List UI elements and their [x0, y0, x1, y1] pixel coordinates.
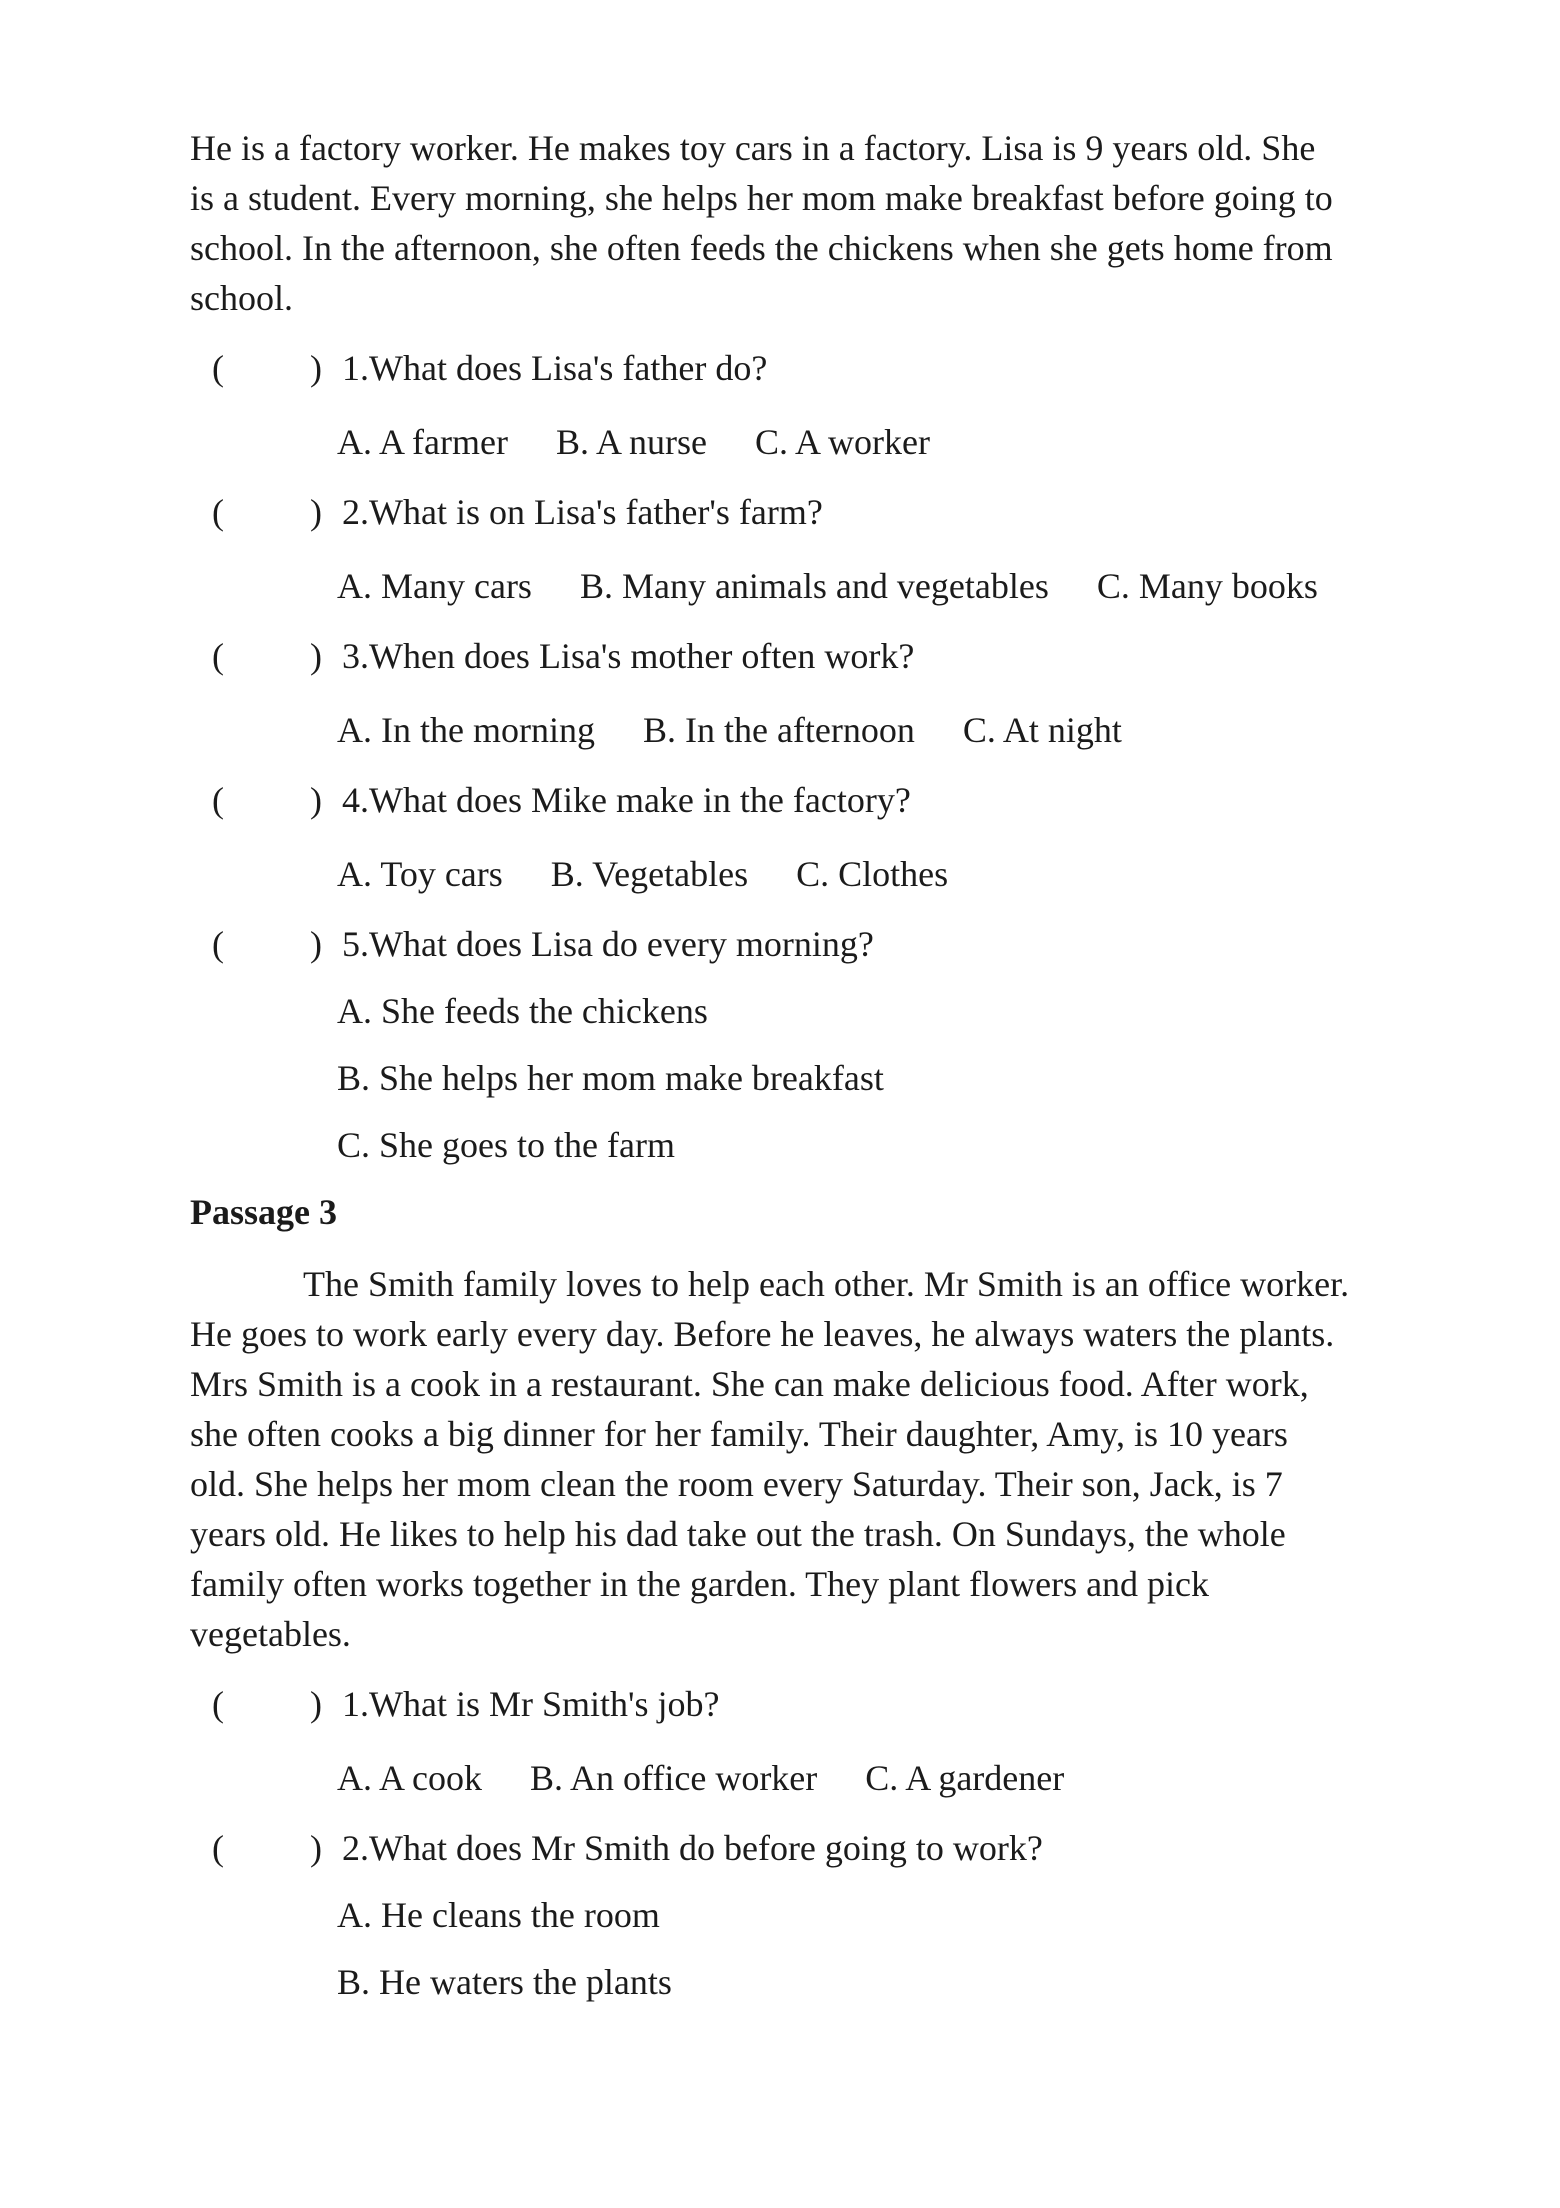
option-item: A. She feeds the chickens: [337, 991, 708, 1031]
option-item: B. An office worker: [530, 1758, 818, 1798]
p2-question-4-options: [190, 849, 1390, 899]
answer-bracket-open: (: [212, 636, 224, 676]
option-item: C. A worker: [754, 422, 930, 462]
paragraph-line: The Smith family loves to help each other. Mr Smith is an office worker.: [303, 1264, 1350, 1304]
option-item: A. He cleans the room: [337, 1895, 660, 1935]
p2-question-4: [190, 775, 1390, 825]
answer-bracket-open: (: [212, 492, 224, 532]
answer-bracket-open: (: [212, 1828, 224, 1868]
option-item: C. Many books: [1096, 566, 1318, 606]
p3-question-1-options: [190, 1753, 1390, 1803]
question-text: 1.What does Lisa's father do?: [342, 348, 768, 388]
question-text: 3.When does Lisa's mother often work?: [342, 636, 915, 676]
paragraph-line: vegetables.: [190, 1614, 351, 1654]
option-item: B. He waters the plants: [337, 1962, 672, 2002]
p2-question-3-options: [190, 705, 1390, 755]
answer-bracket-close: ): [310, 636, 322, 676]
answer-bracket-close: ): [310, 1828, 322, 1868]
answer-bracket-open: (: [212, 924, 224, 964]
p2-question-1: [190, 343, 1390, 393]
option-item: A. In the morning: [337, 710, 595, 750]
passage2-paragraph: [190, 123, 1390, 323]
answer-bracket-close: ): [310, 1684, 322, 1724]
passage3-paragraph: [190, 1259, 1390, 1659]
option-item: A. Toy cars: [337, 854, 503, 894]
paragraph-line: years old. He likes to help his dad take out the trash. On Sundays, the whole: [190, 1514, 1286, 1554]
option-item: A. Many cars: [337, 566, 532, 606]
option-item: C. She goes to the farm: [337, 1125, 675, 1165]
option-item: C. Clothes: [796, 854, 949, 894]
option-item: B. A nurse: [555, 422, 707, 462]
answer-bracket-close: ): [310, 924, 322, 964]
option-item: B. In the afternoon: [642, 710, 915, 750]
passage3-heading: Passage 3: [190, 1192, 337, 1232]
paragraph-line: school. In the afternoon, she often feeds the chickens when she gets home from: [190, 228, 1333, 268]
option-item: C. A gardener: [865, 1758, 1065, 1798]
question-text: 4.What does Mike make in the factory?: [342, 780, 911, 820]
question-text: 1.What is Mr Smith's job?: [342, 1684, 720, 1724]
p3-question-1: [190, 1679, 1390, 1729]
paragraph-line: old. She helps her mom clean the room every Saturday. Their son, Jack, is 7: [190, 1464, 1283, 1504]
answer-bracket-open: (: [212, 348, 224, 388]
paragraph-line: she often cooks a big dinner for her family. Their daughter, Amy, is 10 years: [190, 1414, 1288, 1454]
p2-question-1-options: [190, 417, 1390, 467]
paragraph-line: He goes to work early every day. Before he leaves, he always waters the plants.: [190, 1314, 1335, 1354]
question-text: 2.What does Mr Smith do before going to work?: [342, 1828, 1043, 1868]
question-text: 2.What is on Lisa's father's farm?: [342, 492, 823, 532]
answer-bracket-close: ): [310, 348, 322, 388]
p2-question-5: [190, 919, 1390, 969]
option-item: B. Vegetables: [550, 854, 749, 894]
p3-question-2: [190, 1823, 1390, 1873]
option-item: B. She helps her mom make breakfast: [337, 1058, 884, 1098]
question-text: 5.What does Lisa do every morning?: [342, 924, 874, 964]
paragraph-line: He is a factory worker. He makes toy cars in a factory. Lisa is 9 years old. She: [190, 128, 1316, 168]
option-item: A. A cook: [337, 1758, 483, 1798]
answer-bracket-close: ): [310, 492, 322, 532]
p2-question-3: [190, 631, 1390, 681]
paragraph-line: is a student. Every morning, she helps her mom make breakfast before going to: [190, 178, 1333, 218]
paragraph-line: family often works together in the garden. They plant flowers and pick: [190, 1564, 1210, 1604]
answer-bracket-open: (: [212, 780, 224, 820]
option-item: A. A farmer: [337, 422, 508, 462]
answer-bracket-open: (: [212, 1684, 224, 1724]
p2-question-2-options: [190, 561, 1390, 611]
p2-question-2: [190, 487, 1390, 537]
paragraph-line: school.: [190, 278, 293, 318]
answer-bracket-close: ): [310, 780, 322, 820]
option-item: B. Many animals and vegetables: [579, 566, 1049, 606]
paragraph-line: Mrs Smith is a cook in a restaurant. She can make delicious food. After work,: [190, 1364, 1309, 1404]
option-item: C. At night: [962, 710, 1122, 750]
